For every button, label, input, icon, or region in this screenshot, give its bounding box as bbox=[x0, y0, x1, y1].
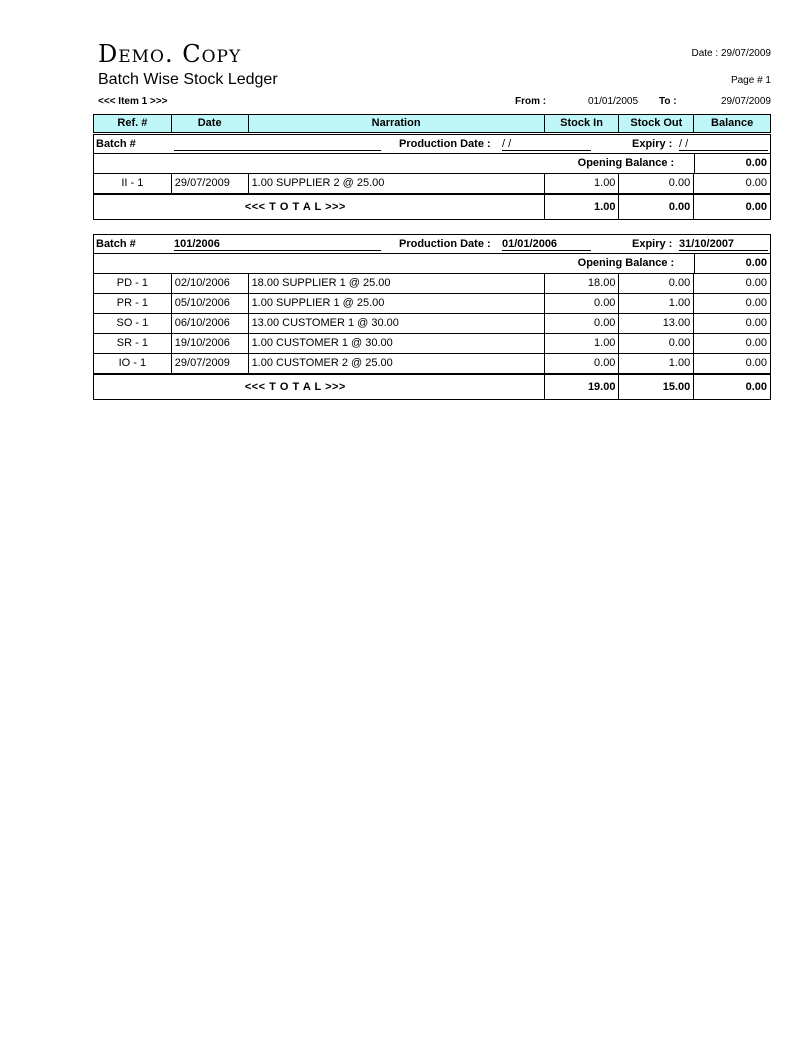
cell-ref: PR - 1 bbox=[94, 294, 172, 313]
cell-stock-in: 1.00 bbox=[545, 334, 620, 353]
opening-balance-value: 0.00 bbox=[694, 154, 770, 173]
item-label: <<< Item 1 >>> bbox=[98, 96, 168, 107]
total-label: <<< T O T A L >>> bbox=[94, 375, 545, 399]
cell-ref: SR - 1 bbox=[94, 334, 172, 353]
cell-date: 19/10/2006 bbox=[172, 334, 249, 353]
report-date: Date : 29/07/2009 bbox=[691, 48, 771, 59]
total-balance: 0.00 bbox=[745, 201, 768, 213]
to-label: To : bbox=[659, 96, 677, 107]
batch-number bbox=[174, 138, 381, 151]
from-date: 01/01/2005 bbox=[588, 96, 639, 107]
cell-narration: 13.00 CUSTOMER 1 @ 30.00 bbox=[249, 314, 545, 333]
col-date: Date bbox=[172, 115, 249, 132]
batch-info-line bbox=[94, 235, 770, 254]
table-row bbox=[94, 294, 770, 314]
expiry-date: / / bbox=[679, 138, 768, 151]
report-title: Batch Wise Stock Ledger bbox=[98, 71, 278, 88]
batch-info-line bbox=[94, 135, 770, 154]
table-row bbox=[94, 334, 770, 354]
batch-label: Batch # bbox=[96, 238, 136, 250]
opening-balance-value: 0.00 bbox=[694, 254, 770, 273]
total-stock-in: 19.00 bbox=[545, 375, 620, 399]
col-stock-in: Stock In bbox=[545, 115, 620, 132]
to-date: 29/07/2009 bbox=[720, 96, 771, 107]
cell-narration: 1.00 CUSTOMER 1 @ 30.00 bbox=[249, 334, 545, 353]
cell-balance: 0.00 bbox=[745, 317, 767, 329]
expiry-date: 31/10/2007 bbox=[679, 238, 768, 251]
cell-ref: II - 1 bbox=[94, 174, 172, 193]
batch-number: 101/2006 bbox=[174, 238, 381, 251]
cell-ref: IO - 1 bbox=[94, 354, 172, 373]
cell-narration: 1.00 CUSTOMER 2 @ 25.00 bbox=[249, 354, 545, 373]
total-stock-in: 1.00 bbox=[545, 195, 620, 219]
col-narration: Narration bbox=[249, 115, 545, 132]
column-header-row bbox=[93, 114, 771, 133]
total-label: <<< T O T A L >>> bbox=[94, 195, 545, 219]
cell-stock-in: 0.00 bbox=[545, 294, 620, 313]
total-balance: 0.00 bbox=[745, 381, 768, 393]
cell-ref: PD - 1 bbox=[94, 274, 172, 293]
demo-copy-watermark: Demo. Copy bbox=[98, 40, 242, 68]
production-date-label: Production Date : bbox=[399, 138, 491, 150]
expiry-label: Expiry : bbox=[632, 138, 673, 150]
total-stock-out: 15.00 bbox=[619, 375, 694, 399]
cell-date: 06/10/2006 bbox=[172, 314, 249, 333]
cell-balance: 0.00 bbox=[745, 337, 767, 349]
cell-date: 29/07/2009 bbox=[172, 174, 249, 193]
opening-balance-label: Opening Balance : bbox=[577, 257, 675, 269]
col-stock-out: Stock Out bbox=[619, 115, 694, 132]
cell-stock-in: 18.00 bbox=[545, 274, 620, 293]
batch-block bbox=[93, 234, 771, 400]
production-date-label: Production Date : bbox=[399, 238, 491, 250]
cell-stock-out: 1.00 bbox=[619, 354, 694, 373]
cell-narration: 1.00 SUPPLIER 1 @ 25.00 bbox=[249, 294, 545, 313]
table-row bbox=[94, 354, 770, 375]
cell-stock-out: 0.00 bbox=[619, 274, 694, 293]
batch-label: Batch # bbox=[96, 138, 136, 150]
cell-stock-in: 1.00 bbox=[545, 174, 620, 193]
cell-balance: 0.00 bbox=[745, 277, 767, 289]
cell-stock-out: 0.00 bbox=[619, 174, 694, 193]
batch-block bbox=[93, 134, 771, 220]
cell-stock-in: 0.00 bbox=[545, 314, 620, 333]
cell-date: 29/07/2009 bbox=[172, 354, 249, 373]
total-stock-out: 0.00 bbox=[619, 195, 694, 219]
cell-ref: SO - 1 bbox=[94, 314, 172, 333]
table-row bbox=[94, 274, 770, 294]
production-date: 01/01/2006 bbox=[502, 238, 591, 251]
cell-stock-out: 0.00 bbox=[619, 334, 694, 353]
production-date: / / bbox=[502, 138, 591, 151]
col-balance: Balance bbox=[694, 115, 770, 132]
from-label: From : bbox=[515, 96, 547, 107]
opening-balance-label: Opening Balance : bbox=[577, 157, 675, 169]
total-row bbox=[94, 195, 770, 219]
cell-date: 05/10/2006 bbox=[172, 294, 249, 313]
cell-balance: 0.00 bbox=[745, 177, 767, 189]
total-row bbox=[94, 375, 770, 399]
cell-narration: 18.00 SUPPLIER 1 @ 25.00 bbox=[249, 274, 545, 293]
page-number: Page # 1 bbox=[730, 75, 771, 86]
expiry-label: Expiry : bbox=[632, 238, 673, 250]
cell-stock-in: 0.00 bbox=[545, 354, 620, 373]
cell-balance: 0.00 bbox=[745, 357, 767, 369]
table-row bbox=[94, 174, 770, 195]
opening-balance-row bbox=[94, 154, 770, 174]
table-row bbox=[94, 314, 770, 334]
cell-stock-out: 1.00 bbox=[619, 294, 694, 313]
opening-balance-row bbox=[94, 254, 770, 274]
cell-balance: 0.00 bbox=[745, 297, 767, 309]
cell-stock-out: 13.00 bbox=[619, 314, 694, 333]
cell-date: 02/10/2006 bbox=[172, 274, 249, 293]
cell-narration: 1.00 SUPPLIER 2 @ 25.00 bbox=[249, 174, 545, 193]
col-ref: Ref. # bbox=[94, 115, 172, 132]
